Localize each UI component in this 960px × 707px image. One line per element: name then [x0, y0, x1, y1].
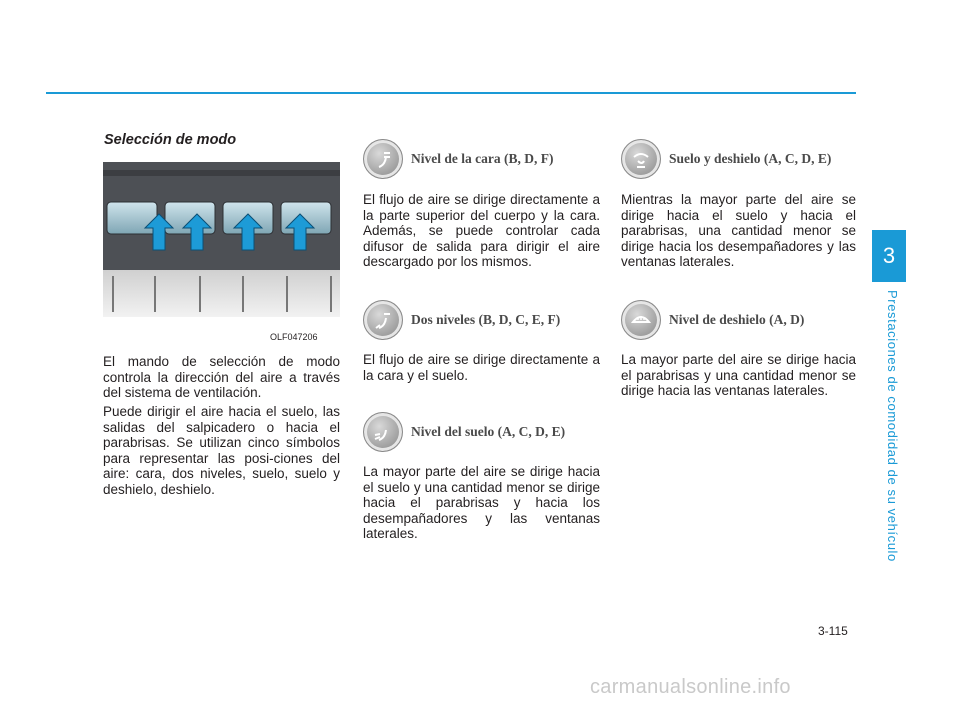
section-heading: Selección de modo — [104, 132, 237, 148]
mode-floor-heading — [363, 410, 565, 454]
mode-face-text: El flujo de aire se dirige directamente a la parte superior del cuerpo y la cara. Además, se puede controlar cada difusor de salida para dirigir el aire descargado por los mismos. — [363, 192, 600, 270]
mode-floor-defrost-title: Suelo y deshielo (A, C, D, E) — [669, 151, 832, 166]
mode-floor-text: La mayor parte del aire se dirige hacia el suelo y una cantidad menor se dirige hacia el parabrisas y hacia los desempañadores y las ventanas laterales. — [363, 464, 600, 542]
bi-level-vent-icon — [363, 300, 403, 340]
header-rule — [46, 92, 856, 94]
mode-face-heading — [363, 137, 553, 181]
figure-code: OLF047206 — [270, 332, 318, 342]
mode-floor-defrost-heading — [621, 137, 831, 181]
floor-defrost-icon — [621, 139, 661, 179]
watermark: carmanualsonline.info — [590, 676, 791, 698]
chapter-title: Prestaciones de comodidad de su vehículo — [885, 290, 900, 562]
page-number: 3-115 — [818, 624, 848, 638]
chapter-number-tab: 3 — [872, 230, 906, 282]
defrost-icon — [621, 300, 661, 340]
mode-defrost-heading — [621, 298, 804, 342]
mode-bilevel-title: Dos niveles (B, D, C, E, F) — [411, 312, 561, 327]
mode-floor-title: Nivel del suelo (A, C, D, E) — [411, 424, 566, 439]
mode-defrost-text: La mayor parte del aire se dirige hacia el parabrisas y una cantidad menor se dirige hacia las ventanas laterales. — [621, 352, 856, 399]
intro-paragraph-1: El mando de selección de modo controla la dirección del aire a través del sistema de ventilación. — [103, 354, 340, 401]
mode-bilevel-heading — [363, 298, 560, 342]
floor-vent-icon — [363, 412, 403, 452]
mode-bilevel-text: El flujo de aire se dirige directamente a la cara y el suelo. — [363, 352, 600, 383]
mode-defrost-title: Nivel de deshielo (A, D) — [669, 312, 805, 327]
mode-face-title: Nivel de la cara (B, D, F) — [411, 151, 554, 166]
face-vent-icon — [363, 139, 403, 179]
mode-floor-defrost-text: Mientras la mayor parte del aire se dirige hacia el suelo y hacia el parabrisas, una cantidad menor se dirige hacia los desempañadores y las ventanas laterales. — [621, 192, 856, 270]
intro-paragraph-2: Puede dirigir el aire hacia el suelo, las salidas del salpicadero o hacia el parabrisas. Se utilizan cinco símbolos para representar las posi-ciones del aire: cara, dos niveles, suelo, suelo y deshielo, deshielo. — [103, 404, 340, 497]
mode-control-figure — [103, 162, 340, 317]
